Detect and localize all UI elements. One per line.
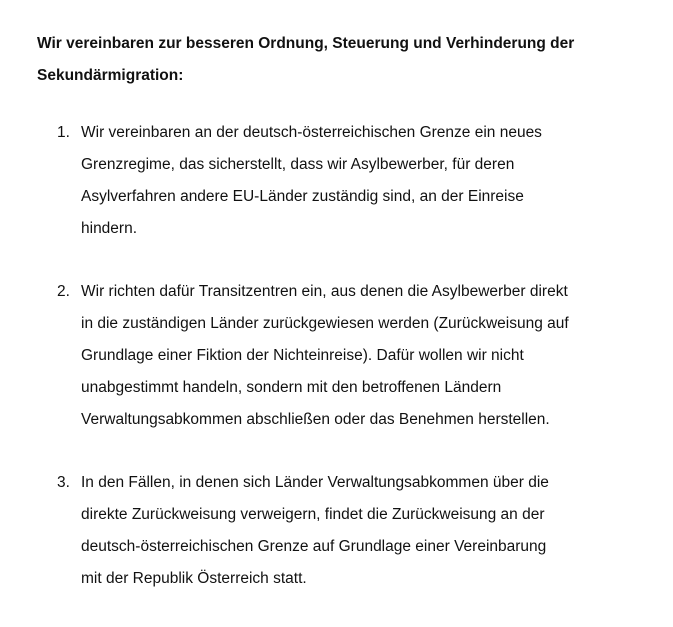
text-line: Grenzregime, das sicherstellt, dass wir Asylbewerber, für deren	[81, 156, 515, 173]
text-line: hindern.	[81, 220, 138, 237]
text-line: Asylverfahren andere EU-Länder zuständig sind, an der Einreise	[81, 188, 524, 205]
item-text	[81, 117, 657, 245]
text-line: direkte Zurückweisung verweigern, findet die Zurückweisung an der	[81, 506, 545, 523]
heading-line: Wir vereinbaren zur besseren Ordnung, Steuerung und Verhinderung der	[37, 35, 575, 52]
text-line: Verwaltungsabkommen abschließen oder das Benehmen herstellen.	[81, 411, 550, 428]
text-line: unabgestimmt handeln, sondern mit den betroffenen Ländern	[81, 379, 502, 396]
item-text	[81, 276, 657, 436]
document-heading	[37, 28, 657, 92]
numbered-item-3	[57, 467, 657, 595]
text-line: in die zuständigen Länder zurückgewiesen werden (Zurückweisung auf	[81, 315, 569, 332]
text-line: Wir richten dafür Transitzentren ein, aus denen die Asylbewerber direkt	[81, 283, 568, 300]
item-text	[81, 467, 657, 595]
item-number: 2.	[57, 283, 70, 300]
text-line: Grundlage einer Fiktion der Nichteinreise). Dafür wollen wir nicht	[81, 347, 524, 364]
text-line: Wir vereinbaren an der deutsch-österreichischen Grenze ein neues	[81, 124, 542, 141]
item-number: 1.	[57, 124, 70, 141]
numbered-item-2	[57, 276, 657, 436]
heading-line: Sekundärmigration:	[37, 67, 184, 84]
item-number: 3.	[57, 474, 70, 491]
text-line: mit der Republik Österreich statt.	[81, 570, 307, 587]
text-line: In den Fällen, in denen sich Länder Verwaltungsabkommen über die	[81, 474, 549, 491]
numbered-item-1	[57, 117, 657, 245]
text-line: deutsch-österreichischen Grenze auf Grundlage einer Vereinbarung	[81, 538, 547, 555]
